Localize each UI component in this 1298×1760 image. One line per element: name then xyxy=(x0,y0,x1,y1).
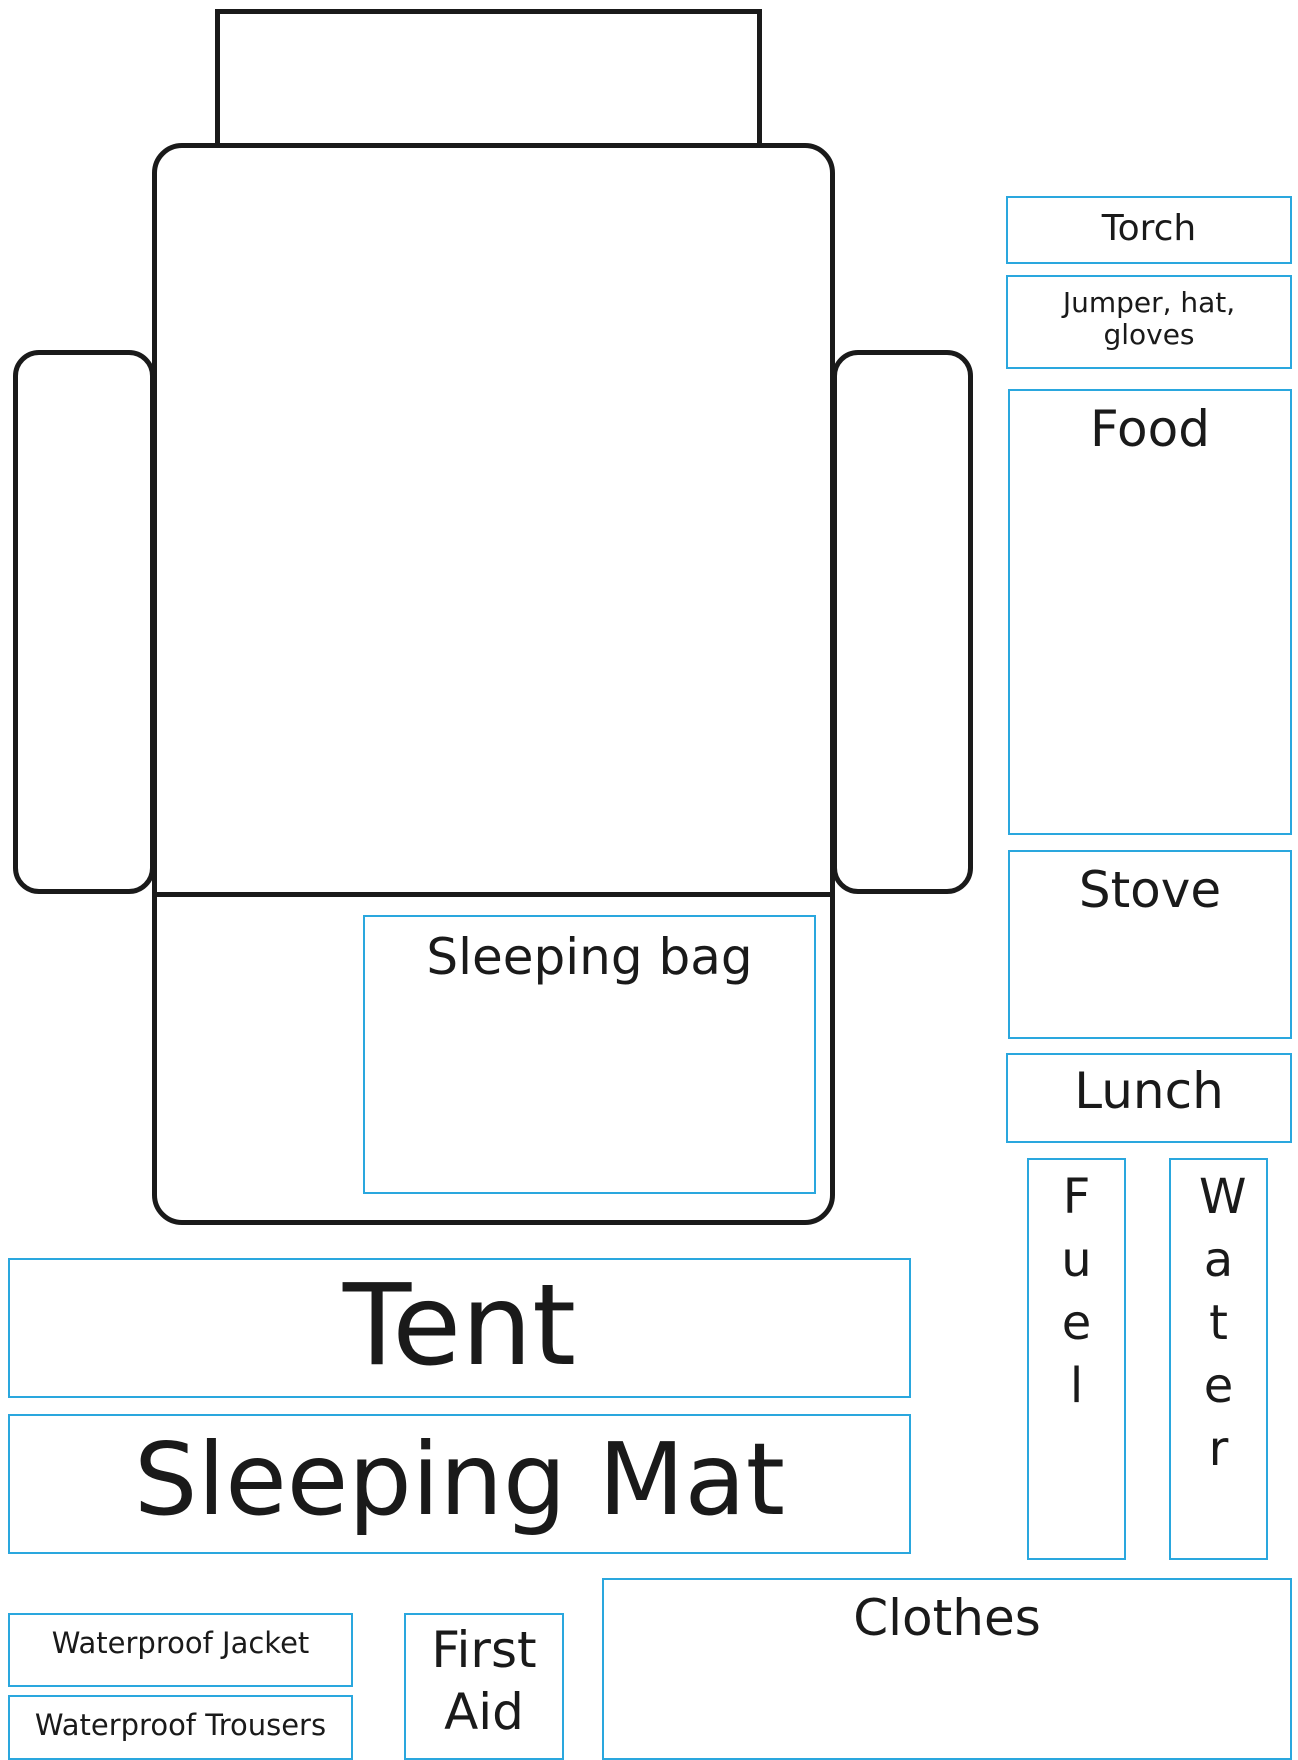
torch-label: Torch xyxy=(1101,208,1197,249)
food-card[interactable] xyxy=(1008,389,1292,835)
lunch-card[interactable] xyxy=(1006,1053,1292,1143)
clothes-card[interactable] xyxy=(602,1578,1292,1760)
torch-card[interactable] xyxy=(1006,196,1292,264)
food-label: Food xyxy=(1090,400,1210,458)
sleeping-mat-card[interactable] xyxy=(8,1414,911,1554)
water-label: Water xyxy=(1199,1169,1247,1477)
waterproof-trousers-label: Waterproof Trousers xyxy=(34,1708,327,1742)
jumper-hat-gloves-label: Jumper, hat, gloves xyxy=(1062,286,1236,352)
tent-card[interactable] xyxy=(8,1258,911,1398)
jumper-hat-gloves-card[interactable] xyxy=(1006,275,1292,369)
lunch-label: Lunch xyxy=(1074,1062,1224,1120)
first-aid-card[interactable] xyxy=(404,1613,564,1760)
tent-label: Tent xyxy=(342,1261,577,1391)
waterproof-trousers-card[interactable] xyxy=(8,1695,353,1760)
waterproof-jacket-label: Waterproof Jacket xyxy=(51,1626,310,1660)
fuel-card[interactable] xyxy=(1027,1158,1126,1560)
backpack-lid xyxy=(215,9,762,148)
backpack-left-pocket xyxy=(13,350,155,894)
sleeping-bag-label: Sleeping bag xyxy=(426,928,753,986)
backpack-right-pocket xyxy=(832,350,973,894)
fuel-label: Fuel xyxy=(1061,1169,1092,1414)
stove-card[interactable] xyxy=(1008,850,1292,1039)
first-aid-label: First Aid xyxy=(431,1621,537,1741)
sleeping-mat-label: Sleeping Mat xyxy=(134,1421,785,1538)
sleeping-bag-card[interactable] xyxy=(363,915,816,1194)
clothes-label: Clothes xyxy=(853,1589,1041,1647)
water-card[interactable] xyxy=(1169,1158,1268,1560)
waterproof-jacket-card[interactable] xyxy=(8,1613,353,1687)
stove-label: Stove xyxy=(1078,861,1222,919)
backpack-compartment-divider xyxy=(154,892,833,897)
